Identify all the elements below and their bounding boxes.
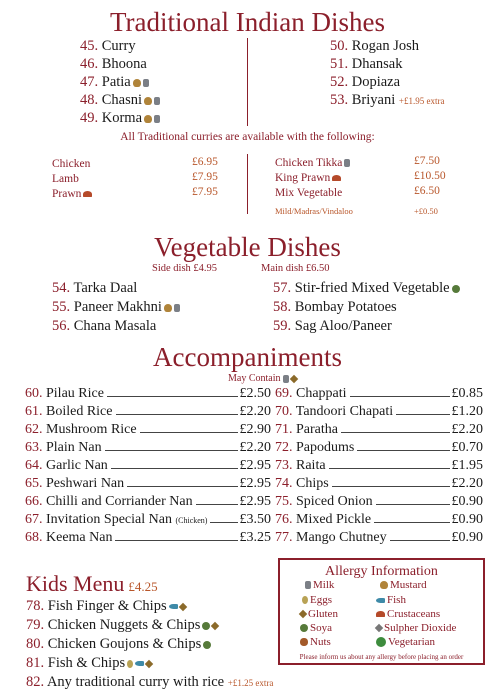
acc-72: 72. Papodums £0.70 — [275, 440, 483, 455]
accompaniments-title: Accompaniments — [153, 342, 342, 372]
options-divider — [247, 154, 248, 214]
acc-61: 61. Boiled Rice £2.20 — [25, 404, 271, 419]
acc-62: 62. Mushroom Rice £2.90 — [25, 422, 271, 437]
milk-icon — [344, 159, 350, 167]
dish-46: 46. Bhoona — [80, 56, 147, 72]
allergy-soya: Soya — [298, 622, 332, 634]
acc-63: 63. Plain Nan £2.20 — [25, 440, 271, 455]
gluten-icon — [211, 621, 219, 629]
kids-menu-header — [26, 571, 158, 597]
acc-73: 73. Raita £1.95 — [275, 458, 483, 473]
dish-50: 50. Rogan Josh — [330, 38, 420, 54]
briyani-extra-note: +£1.95 extra — [398, 96, 445, 106]
allergy-nuts: Nuts — [298, 636, 331, 648]
milk-icon — [154, 97, 160, 105]
mustard-icon — [144, 115, 152, 123]
dish-51: 51. Dhansak — [330, 56, 403, 72]
acc-60: 60. Pilau Rice £2.50 — [25, 386, 271, 401]
dish-54: 54. Tarka Daal — [52, 280, 138, 296]
spice-note: Mild/Madras/Vindaloo — [275, 206, 353, 216]
option-mix-vegetable: Mix Vegetable — [275, 187, 343, 199]
kids-menu-title: Kids Menu — [26, 571, 125, 596]
option-chicken: Chicken — [52, 158, 91, 170]
allergy-fish: Fish — [374, 594, 406, 606]
option-chicken-price: £6.95 — [192, 156, 218, 168]
available-note: All Traditional curries are available with the following: — [120, 131, 375, 143]
main-dish-price: Main dish £6.50 — [261, 263, 330, 274]
option-king-prawn-price: £10.50 — [414, 170, 446, 182]
kids-82-extra-note: +£1.25 extra — [227, 678, 274, 688]
gluten-icon — [178, 602, 186, 610]
may-contain-note: May Contain — [228, 373, 297, 384]
option-lamb-price: £7.95 — [192, 171, 218, 183]
gluten-icon — [145, 659, 153, 667]
eggs-icon — [302, 596, 308, 604]
dish-53: 53. Briyani +£1.95 extra — [330, 92, 445, 108]
mustard-icon — [380, 581, 388, 589]
acc-77: 77. Mango Chutney £0.90 — [275, 530, 483, 545]
milk-icon — [143, 79, 149, 87]
spice-price: +£0.50 — [414, 206, 438, 216]
dish-58: 58. Bombay Potatoes — [273, 299, 397, 315]
allergy-title: Allergy Information — [325, 564, 438, 579]
dish-57: 57. Stir-fried Mixed Vegetable — [273, 280, 460, 297]
dish-55: 55. Paneer Makhni — [52, 299, 180, 316]
acc-71: 71. Paratha £2.20 — [275, 422, 483, 437]
acc-66: 66. Chilli and Corriander Nan £2.95 — [25, 494, 271, 509]
dish-47: 47. Patia — [80, 74, 149, 91]
vegetarian-icon — [376, 637, 386, 647]
eggs-icon — [127, 660, 133, 668]
nuts-icon — [300, 638, 308, 646]
kids-82: 82. Any traditional curry with rice +£1.25 extra — [26, 674, 274, 690]
soya-icon — [203, 641, 211, 649]
traditional-title: Traditional Indian Dishes — [110, 7, 385, 37]
milk-icon — [283, 375, 289, 383]
gluten-icon — [289, 374, 297, 382]
option-mix-vegetable-price: £6.50 — [414, 185, 440, 197]
crustaceans-icon — [83, 191, 92, 197]
kids-81: 81. Fish & Chips — [26, 655, 152, 672]
acc-74: 74. Chips £2.20 — [275, 476, 483, 491]
option-prawn-price: £7.95 — [192, 186, 218, 198]
sulphur-dioxide-icon — [375, 624, 383, 632]
milk-icon — [154, 115, 160, 123]
allergy-milk: Milk — [303, 579, 334, 591]
milk-icon — [305, 581, 311, 589]
fish-icon — [376, 598, 385, 603]
option-prawn: Prawn — [52, 188, 92, 201]
acc-69: 69. Chappati £0.85 — [275, 386, 483, 401]
allergy-vegetarian: Vegetarian — [374, 636, 435, 648]
soya-icon — [452, 285, 460, 293]
allergy-sulpher-dioxide: Sulpher Dioxide — [374, 622, 456, 634]
kids-78: 78. Fish Finger & Chips — [26, 598, 186, 615]
allergy-footer: Please inform us about any allergy before placing an order — [299, 653, 464, 661]
option-chicken-tikka: Chicken Tikka — [275, 157, 350, 170]
acc-68: 68. Keema Nan £3.25 — [25, 530, 271, 545]
fish-icon — [135, 661, 144, 666]
dish-48: 48. Chasni — [80, 92, 160, 109]
traditional-divider — [247, 38, 248, 126]
side-dish-price: Side dish £4.95 — [152, 263, 218, 274]
dish-45: 45. Curry — [80, 38, 136, 54]
crustaceans-icon — [332, 175, 341, 181]
allergy-gluten: Gluten — [298, 608, 338, 620]
milk-icon — [174, 304, 180, 312]
fish-icon — [169, 604, 178, 609]
dish-59: 59. Sag Aloo/Paneer — [273, 318, 392, 334]
acc-76: 76. Mixed Pickle £0.90 — [275, 512, 483, 527]
kids-80: 80. Chicken Goujons & Chips — [26, 636, 211, 653]
soya-icon — [202, 622, 210, 630]
acc-65: 65. Peshwari Nan £2.95 — [25, 476, 271, 491]
mustard-icon — [133, 79, 141, 87]
acc-70: 70. Tandoori Chapati £1.20 — [275, 404, 483, 419]
vegetable-title: Vegetable Dishes — [154, 232, 341, 262]
gluten-icon — [299, 610, 307, 618]
kids-menu-price: £4.25 — [128, 579, 158, 594]
allergy-mustard: Mustard — [378, 579, 427, 591]
dish-49: 49. Korma — [80, 110, 160, 127]
acc-67: 67. Invitation Special Nan (Chicken) £3.50 — [25, 512, 271, 527]
dish-52: 52. Dopiaza — [330, 74, 401, 90]
mustard-icon — [164, 304, 172, 312]
acc-64: 64. Garlic Nan £2.95 — [25, 458, 271, 473]
dish-56: 56. Chana Masala — [52, 318, 157, 334]
option-chicken-tikka-price: £7.50 — [414, 155, 440, 167]
kids-79: 79. Chicken Nuggets & Chips — [26, 617, 218, 634]
option-lamb: Lamb — [52, 173, 79, 185]
soya-icon — [300, 624, 308, 632]
option-king-prawn: King Prawn — [275, 172, 341, 185]
acc-75: 75. Spiced Onion £0.90 — [275, 494, 483, 509]
crustaceans-icon — [376, 611, 385, 617]
allergy-eggs: Eggs — [300, 594, 332, 606]
allergy-crustaceans: Crustaceans — [374, 608, 440, 620]
mustard-icon — [144, 97, 152, 105]
